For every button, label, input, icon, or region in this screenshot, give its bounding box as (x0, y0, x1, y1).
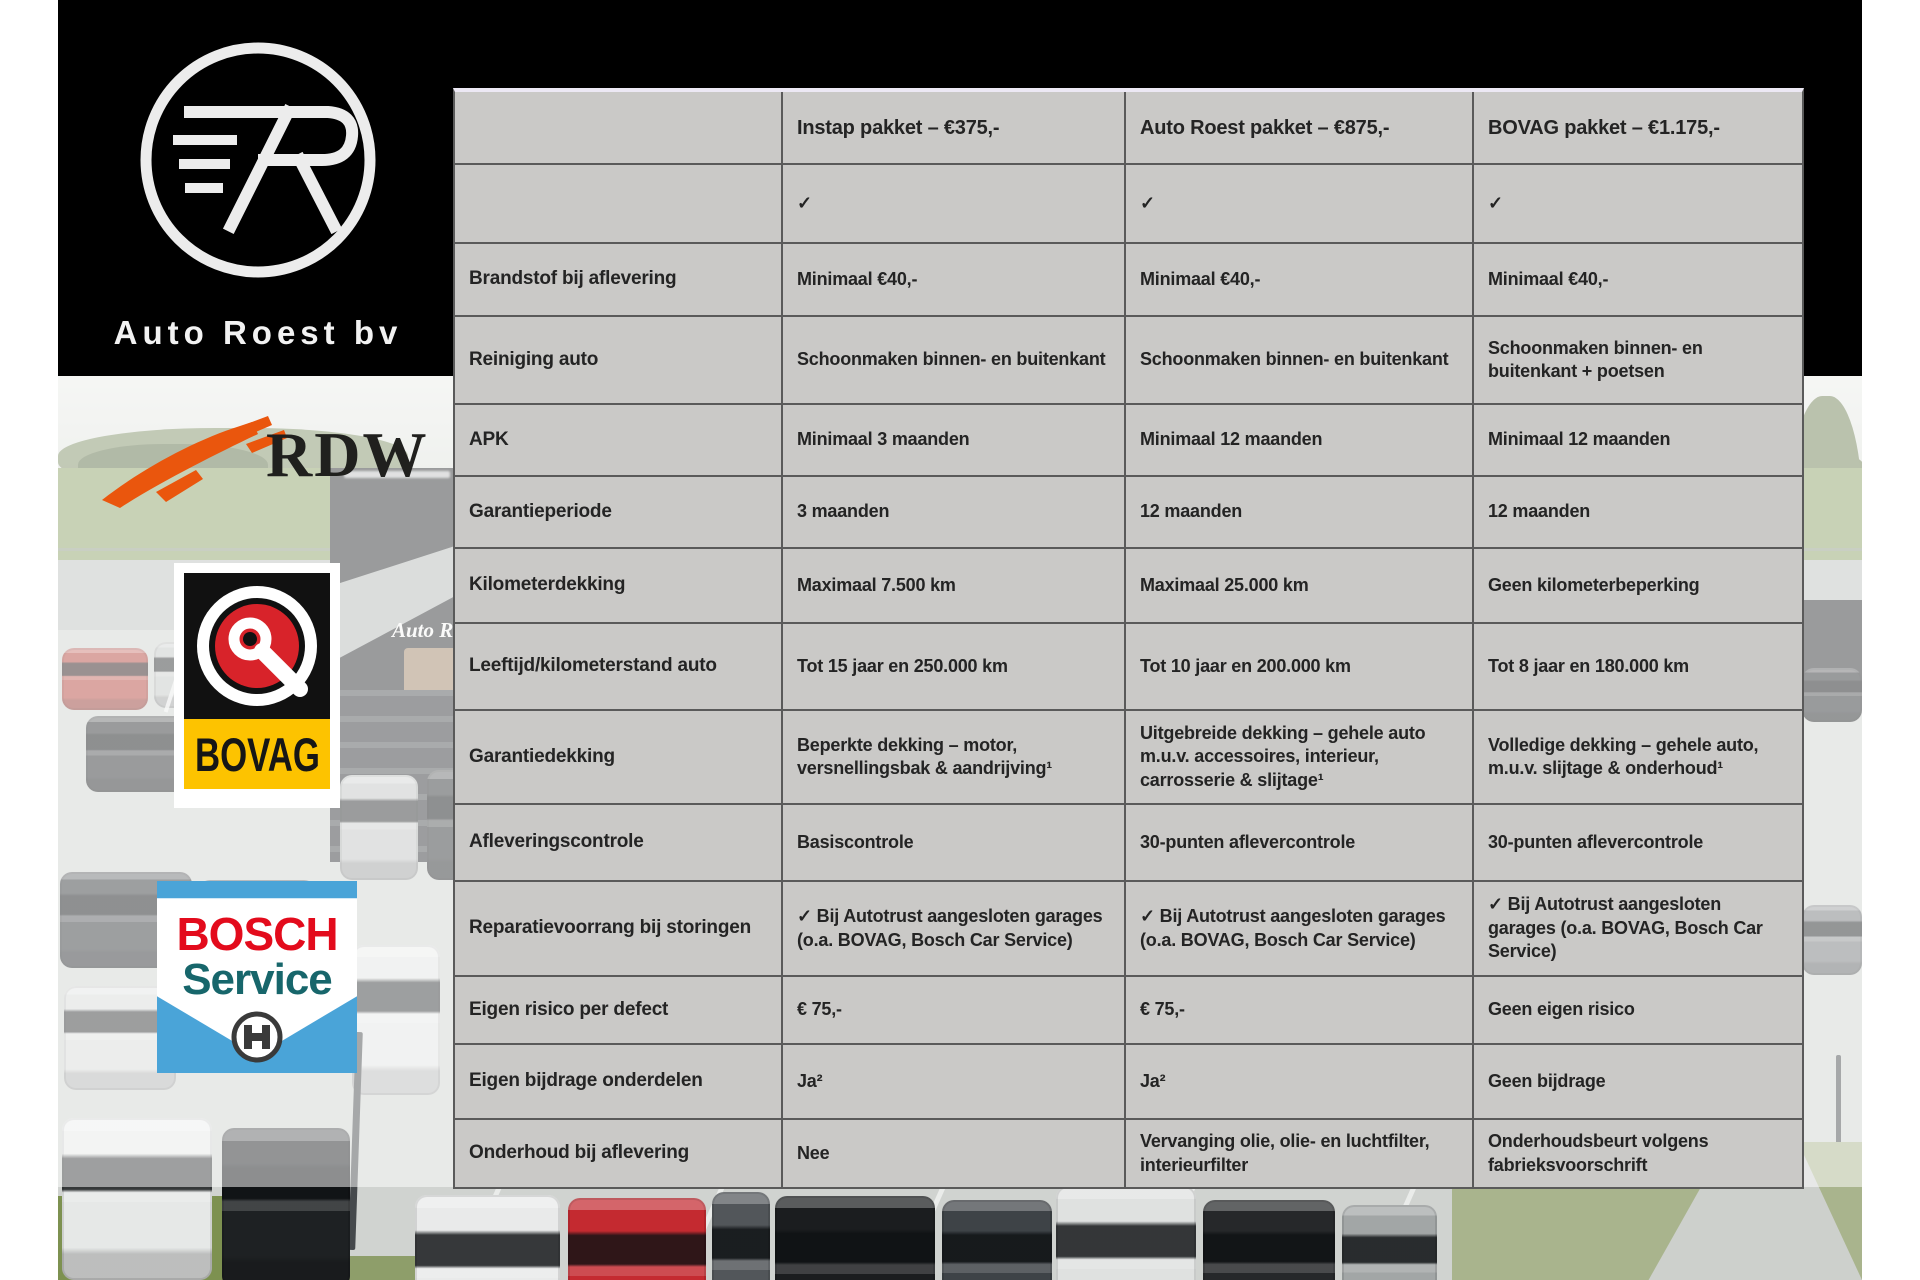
bovag-logo (174, 563, 340, 808)
table-cell: Maximaal 7.500 km (781, 547, 1124, 622)
bosch-armature-icon (229, 1009, 285, 1065)
table-cell: ✓ Bij Autotrust aangesloten garages (o.a. BOVAG, Bosch Car Service) (781, 880, 1124, 975)
row-label: Garantiedekking (455, 709, 781, 803)
rdw-swoosh-icon (100, 408, 290, 518)
table-cell: Minimaal 12 maanden (1124, 403, 1472, 475)
table-cell: Ja² (1124, 1043, 1472, 1118)
bosch-service-wordmark: Service (182, 955, 332, 1004)
table-cell: Tot 10 jaar en 200.000 km (1124, 622, 1472, 709)
car (1203, 1200, 1335, 1280)
bosch-service-logo (157, 881, 357, 1073)
table-cell: 12 maanden (1472, 475, 1802, 547)
table-cell: Minimaal 3 maanden (781, 403, 1124, 475)
table-cell: € 75,- (1124, 975, 1472, 1043)
row-label: Reparatievoorrang bij storingen (455, 880, 781, 975)
bovag-wordmark: BOVAG (194, 727, 320, 781)
table-cell: ✓ (1124, 163, 1472, 242)
auto-roest-logo-block (58, 0, 458, 376)
table-cell: Basiscontrole (781, 803, 1124, 880)
column-header: Instap pakket – €375,- (781, 92, 1124, 163)
table-cell: Schoonmaken binnen- en buitenkant (1124, 315, 1472, 403)
table-cell: Tot 15 jaar en 250.000 km (781, 622, 1124, 709)
table-cell: 30-punten aflevercontrole (1472, 803, 1802, 880)
row-label: Brandstof bij aflevering (455, 242, 781, 315)
table-cell: Uitgebreide dekking – gehele auto m.u.v. accessoires, interieur, carrosserie & slijtage¹ (1124, 709, 1472, 803)
row-label: Garantieperiode (455, 475, 781, 547)
car (775, 1196, 935, 1280)
table-cell: ✓ Bij Autotrust aangesloten garages (o.a. BOVAG, Bosch Car Service) (1472, 880, 1802, 975)
table-corner-cell (455, 92, 781, 163)
rdw-wordmark: RDW (266, 419, 429, 490)
row-label: Eigen risico per defect (455, 975, 781, 1043)
brand-name: Auto Roest bv (113, 314, 403, 351)
row-label (455, 163, 781, 242)
table-cell: Geen kilometerbeperking (1472, 547, 1802, 622)
table-cell: ✓ Bij Autotrust aangesloten garages (o.a. BOVAG, Bosch Car Service) (1124, 880, 1472, 975)
table-cell: Ja² (781, 1043, 1124, 1118)
table-cell: Minimaal €40,- (1124, 242, 1472, 315)
bovag-yellow-band (184, 719, 330, 789)
row-label: Leeftijd/kilometerstand auto (455, 622, 781, 709)
table-cell: Beperkte dekking – motor, versnellingsbak & aandrijving¹ (781, 709, 1124, 803)
table-cell: Minimaal €40,- (1472, 242, 1802, 315)
row-label: Eigen bijdrage onderdelen (455, 1043, 781, 1118)
car (1342, 1205, 1437, 1280)
auto-roest-7r-icon (128, 30, 388, 290)
table-cell: Minimaal 12 maanden (1472, 403, 1802, 475)
table-cell: 30-punten aflevercontrole (1124, 803, 1472, 880)
row-label: Afleveringscontrole (455, 803, 781, 880)
table-cell: Vervanging olie, olie- en luchtfilter, interieurfilter (1124, 1118, 1472, 1187)
bovag-roundel (184, 573, 330, 719)
table-cell: Volledige dekking – gehele auto, m.u.v. slijtage & onderhoud¹ (1472, 709, 1802, 803)
car (712, 1192, 770, 1280)
row-label: APK (455, 403, 781, 475)
table-cell: Onderhoudsbeurt volgens fabrieksvoorschrift (1472, 1118, 1802, 1187)
row-label: Kilometerdekking (455, 547, 781, 622)
table-cell: € 75,- (781, 975, 1124, 1043)
table-cell: 12 maanden (1124, 475, 1472, 547)
car (942, 1200, 1052, 1280)
table-cell: ✓ (781, 163, 1124, 242)
column-header: BOVAG pakket – €1.175,- (1472, 92, 1802, 163)
car (1056, 1186, 1196, 1280)
bosch-wordmark: BOSCH (176, 908, 338, 960)
table-cell: Schoonmaken binnen- en buitenkant + poetsen (1472, 315, 1802, 403)
table-cell: Geen eigen risico (1472, 975, 1802, 1043)
table-cell: Geen bijdrage (1472, 1043, 1802, 1118)
row-label: Onderhoud bij aflevering (455, 1118, 781, 1187)
package-comparison-table (453, 88, 1804, 1189)
table-cell: 3 maanden (781, 475, 1124, 547)
table-cell: Minimaal €40,- (781, 242, 1124, 315)
table-cell: Schoonmaken binnen- en buitenkant (781, 315, 1124, 403)
car (415, 1195, 560, 1280)
table-cell: Tot 8 jaar en 180.000 km (1472, 622, 1802, 709)
table-cell: Maximaal 25.000 km (1124, 547, 1472, 622)
car (568, 1198, 706, 1280)
table-cell: Nee (781, 1118, 1124, 1187)
row-label: Reiniging auto (455, 315, 781, 403)
table-cell: ✓ (1472, 163, 1802, 242)
column-header: Auto Roest pakket – €875,- (1124, 92, 1472, 163)
